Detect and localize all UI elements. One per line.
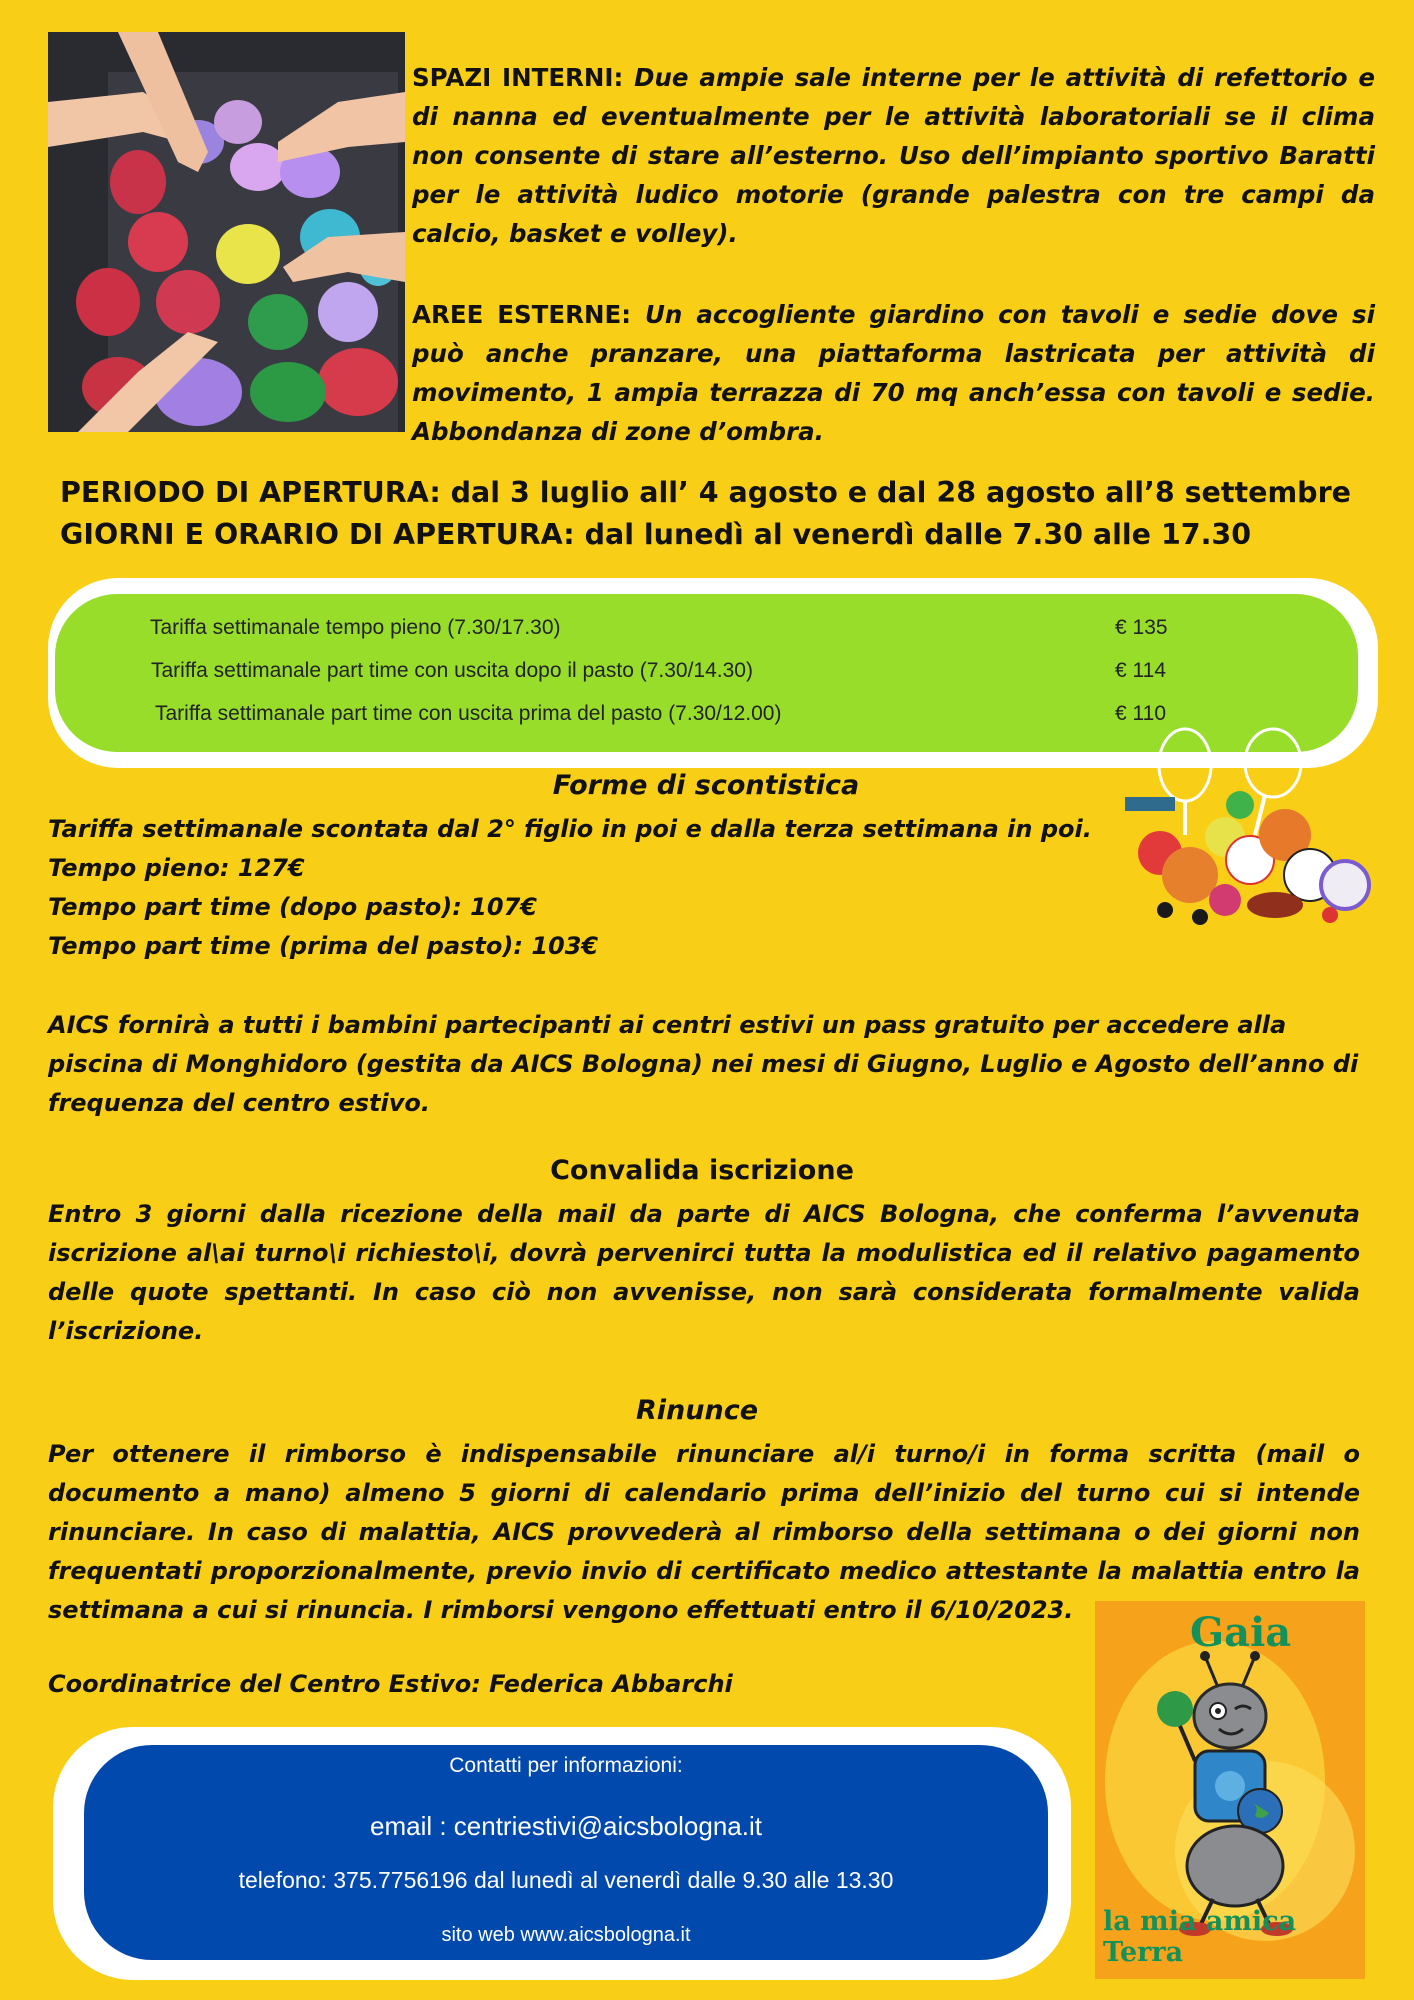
aree-esterne-paragraph	[412, 295, 1375, 451]
balloons-illustration	[48, 32, 405, 432]
sports-balls-icon	[1105, 725, 1380, 930]
discount-line: Tempo part time (dopo pasto): 107€	[48, 893, 537, 921]
discount-list	[48, 810, 1108, 966]
spazi-interni-paragraph	[412, 58, 1375, 253]
gaia-title: Gaia	[1190, 1609, 1292, 1656]
sports-equipment-illustration	[1105, 725, 1380, 930]
aree-lead: AREE ESTERNE:	[412, 300, 632, 329]
coordinator-line: Coordinatrice del Centro Estivo: Federica Abbarchi	[48, 1670, 733, 1698]
convalida-paragraph: Entro 3 giorni dalla ricezione della mail da parte di AICS Bologna, che conferma l’avvenuta iscrizione al\ai turno\i richiesto\i, dovrà pervenirci tutta la modulistica ed il relativo pagamento delle quote spettanti. In caso ciò non avvenisse, non sarà considerata formalmente valida l’iscrizione.	[48, 1200, 1360, 1345]
aics-pool-pass-paragraph: AICS fornirà a tutti i bambini partecipanti ai centri estivi un pass gratuito per accedere alla piscina di Monghidoro (gestita da AICS Bologna) nei mesi di Giugno, Luglio e Agosto dell’anno di frequenza del centro estivo.	[48, 1011, 1359, 1117]
rate-label: Tariffa settimanale part time con uscita dopo il pasto (7.30/14.30)	[151, 659, 753, 682]
rate-price: € 114	[1115, 659, 1166, 682]
aree-text: Un accogliente giardino con tavoli e sedie dove si può anche pranzare, una piattaforma lastricata per attività di movimento, 1 ampia terrazza di 70 mq anch’essa con tavoli e sedie. Abbondanza di zone d’ombra.	[412, 300, 1375, 446]
gaia-poster	[1095, 1601, 1365, 1979]
rinunce-paragraph: Per ottenere il rimborso è indispensabile rinunciare al/i turno/i in forma scritta (mail o documento a mano) almeno 5 giorni di calendario prima dell’inizio del turno cui si intende rinunciare. In caso di malattia, AICS provvederà al rimborso della settimana o dei giorni non frequentati proporzionalmente, previo invio di certificato medico attestante la malattia entro la settimana a cui si rinuncia. I rimborsi vengono effettuati entro il 6/10/2023.	[48, 1440, 1360, 1624]
rate-price: € 135	[1115, 616, 1168, 639]
discount-line: Tempo part time (prima del pasto): 103€	[48, 932, 599, 960]
spazi-text: Due ampie sale interne per le attività di refettorio e di nanna ed eventualmente per le attività laboratoriali se il clima non consente di stare all’esterno. Uso dell’impianto sportivo Baratti per le attività ludico motorie (grande palestra con tre campi da calcio, basket e volley).	[412, 63, 1376, 248]
gaia-subtitle: la mia amica Terra	[1103, 1906, 1297, 1968]
rinunce-title: Rinunce	[635, 1395, 759, 1426]
contact-email[interactable]: email : centriestivi@aicsbologna.it	[369, 1811, 762, 1841]
opening-period: PERIODO DI APERTURA: dal 3 luglio all’ 4 agosto e dal 28 agosto all’8 settembre	[60, 476, 1351, 509]
discount-line: Tariffa settimanale scontata dal 2° figlio in poi e dalla terza settimana in poi.	[48, 815, 1092, 843]
rate-label: Tariffa settimanale tempo pieno (7.30/17.30)	[150, 616, 561, 639]
water-balloons-photo	[48, 32, 405, 432]
contact-website[interactable]: sito web www.aicsbologna.it	[441, 1924, 691, 1946]
contact-phone: telefono: 375.7756196 dal lunedì al venerdì dalle 9.30 alle 13.30	[238, 1867, 894, 1893]
spazi-lead: SPAZI INTERNI:	[412, 63, 624, 92]
rate-label: Tariffa settimanale part time con uscita prima del pasto (7.30/12.00)	[155, 702, 782, 725]
contact-box	[84, 1745, 1048, 1960]
opening-info	[60, 472, 1360, 556]
rate-price: € 110	[1115, 702, 1166, 725]
discount-line: Tempo pieno: 127€	[48, 854, 305, 882]
forme-title: Forme di scontistica	[552, 770, 860, 801]
convalida-title: Convalida iscrizione	[550, 1155, 854, 1186]
opening-hours: GIORNI E ORARIO DI APERTURA: dal lunedì al venerdì dalle 7.30 alle 17.30	[60, 518, 1252, 551]
contact-heading: Contatti per informazioni:	[449, 1754, 683, 1777]
